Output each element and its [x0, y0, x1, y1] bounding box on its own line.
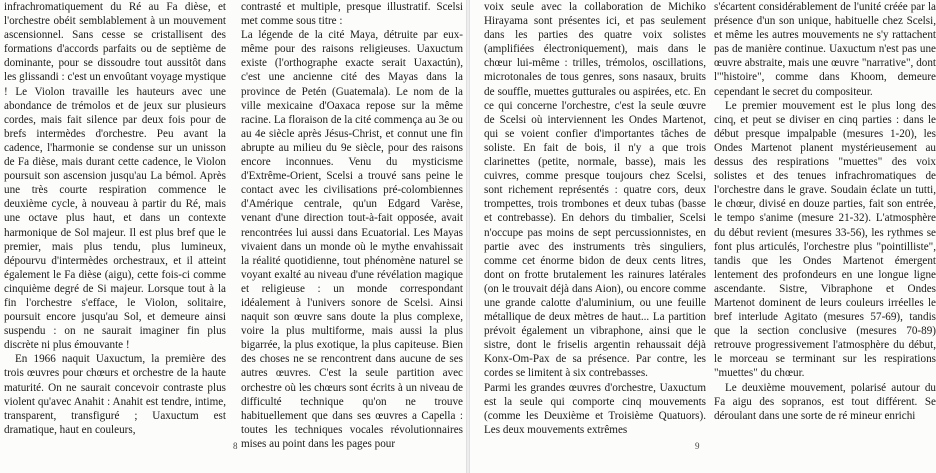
right-page: [470, 0, 936, 473]
right-page-column-2: [714, 0, 936, 423]
paragraph: infrachromatiquement du Ré au Fa dièse, et l'orchestre obéit semblablement à un mouvement ascensionnel. Sans cesse se cristallisent des formations d'accords parfaits ou de septième de dominante, pour se dissoudre tout aussitôt dans les glissandi : c'est un envoûtant voyage mystique ! Le Violon travaille les hauteurs avec une abondance de trémolos et de jeux sur plusieurs cordes, mais fait silence par deux fois pour de brefs intermèdes d'orchestre. Peu avant la cadence, l'harmonie se condense sur un unisson de Fa dièse, mais durant cette cadence, le Violon poursuit son ascension jusqu'au La bémol. Après une très courte respiration commence le deuxième cycle, à nouveau à partir du Ré, mais une octave plus haut, et dans un contexte harmonique de Sol majeur. Il est plus bref que le premier, mais plus tendu, plus lumineux, dépourvu d'intermèdes orchestraux, et il atteint également le Fa dièse (aigu), cette fois-ci comme cinquième degré de Si majeur. Lorsque tout à la fin l'orchestre s'efface, le Violon, solitaire, poursuit encore jusqu'au Sol, et demeure ainsi suspendu : on ne saurait imaginer fin plus discrète ni plus émouvante !: [4, 1, 226, 352]
left-page-column-2: [241, 0, 463, 451]
left-page-column-1: [4, 0, 226, 437]
paragraph: En 1966 naquit Uaxuctum, la première des trois œuvres pour chœurs et orchestre de la haute maturité. On ne saurait concevoir contraste plus violent qu'avec Anahit : Anahit est tendre, intime, transparent, transfiguré ; Uaxuctum est dramatique, haut en couleurs,: [4, 353, 226, 436]
paragraph: contrasté et multiple, presque illustratif. Scelsi met comme sous titre :: [241, 1, 463, 28]
paragraph: La légende de la cité Maya, détruite par eux-même pour des raisons religieuses. Uaxuctum existe (l'orthographe exacte serait Uaxactún), c'est une ancienne cité des Mayas dans la province de Petén (Guatemala). Le nom de la ville mexicaine d'Oaxaca repose sur la même racine. La floraison de la cité commença au 3e ou au 4e siècle après Jésus-Christ, et connut une fin abrupte au milieu du 9e siècle, pour des raisons encore inconnues. Venu du mysticisme d'Extrême-Orient, Scelsi a trouvé sans peine le contact avec les civilisations pré-colombiennes d'Amérique centrale, qu'un Edgard Varèse, venant d'une direction tout-à-fait opposée, avait rencontrées lui aussi dans Ecuatorial. Les Mayas vivaient dans un monde où le mythe envahissait la réalité quotidienne, tout phénomène naturel se voyant exalté au niveau d'une révélation magique et religieuse : un monde correspondant idéalement à l'univers sonore de Scelsi. Ainsi naquit son œuvre sans doute la plus complexe, voire la plus multiforme, mais aussi la plus bigarrée, la plus exotique, la plus capiteuse. Bien des choses ne se rencontrent dans aucune de ses autres œuvres. C'est la seule partition avec orchestre où les chœurs sont écrits à un niveau de difficulté technique qu'on ne trouve habituellement que dans ses œuvres a Capella : toutes les techniques vocales révolutionnaires mises au point dans les pages pour: [241, 29, 463, 450]
right-page-column-1: [484, 0, 706, 437]
left-page: [0, 0, 466, 473]
page-number: 8: [233, 441, 238, 451]
paragraph: Parmi les grandes œuvres d'orchestre, Uaxuctum est la seule qui comporte cinq mouvements (comme les Deuxième et Troisième Quatuors). Les deux mouvements extrêmes: [484, 381, 706, 436]
paragraph: Le premier mouvement est le plus long des cinq, et peut se diviser en cinq parties : dans le début presque impalpable (mesures 1-20), les Ondes Martenot planent mystérieusement au dessus des respirations "muettes" des voix solistes et des tenues infrachromatiques de l'orchestre dans le grave. Soudain éclate un tutti, le chœur, divisé en douze parties, fait son entrée, le tempo s'anime (mesure 21-32). L'atmosphère du début revient (mesures 33-56), les rythmes se font plus articulés, l'orchestre plus "pointilliste", tandis que les Ondes Martenot émergent lentement des profondeurs en une longue ligne ascendante. Sistre, Vibraphone et Ondes Martenot dominent de leurs couleurs irréelles le bref interlude Agitato (mesures 57-69), tandis que la section conclusive (mesures 70-89) retrouve progressivement l'atmosphère du début, le morceau se terminant sur les respirations "muettes" du chœur.: [714, 99, 936, 380]
paragraph: Le deuxième mouvement, polarisé autour du Fa aigu des sopranos, est tout différent. Se déroulant dans une sorte de ré mineur enrichi: [714, 381, 936, 422]
paragraph: voix seule avec la collaboration de Michiko Hirayama sont présentes ici, et pas seulement dans les parties des quatre voix solistes (amplifiées électroniquement), mais dans le chœur lui-même : trilles, trémolos, oscillations, microtonales de tous genres, sons nasaux, bruits de souffle, muettes gutturales ou aspirées, etc. En ce qui concerne l'orchestre, c'est la seule œuvre de Scelsi où interviennent les Ondes Martenot, qui se voient confier d'importantes tâches de soliste. En fait de bois, il n'y a que trois clarinettes (petite, normale, basse), mais les cuivres, comme presque toujours chez Scelsi, sont richement représentés : quatre cors, deux trompettes, trois trombones et deux tubas (basse et contrebasse). En dehors du timbalier, Scelsi n'occupe pas moins de sept percussionnistes, en partie avec des instruments très singuliers, comme cet énorme bidon de deux cents litres, dont on frotte brutalement les rainures latérales (on le trouvait déjà dans Aion), ou encore comme une grande calotte d'aluminium, ou une feuille métallique de deux mètres de haut... La partition prévoit également un vibraphone, ainsi que le sistre, dont le friselis argentin rehaussait déjà Konx-Om-Pax de sa présence. Par contre, les cordes se limitent à six contrebasses.: [484, 1, 706, 380]
page-number: 9: [695, 441, 700, 451]
paragraph: s'écartent considérablement de l'unité créée par la présence d'un son unique, habituelle chez Scelsi, et même les autres mouvements ne s'y rattachent pas de manière continue. Uaxuctum n'est pas une œuvre abstraite, mais une œuvre "narrative", dont l'"histoire", comme dans Khoom, demeure cependant le secret du compositeur.: [714, 1, 936, 98]
